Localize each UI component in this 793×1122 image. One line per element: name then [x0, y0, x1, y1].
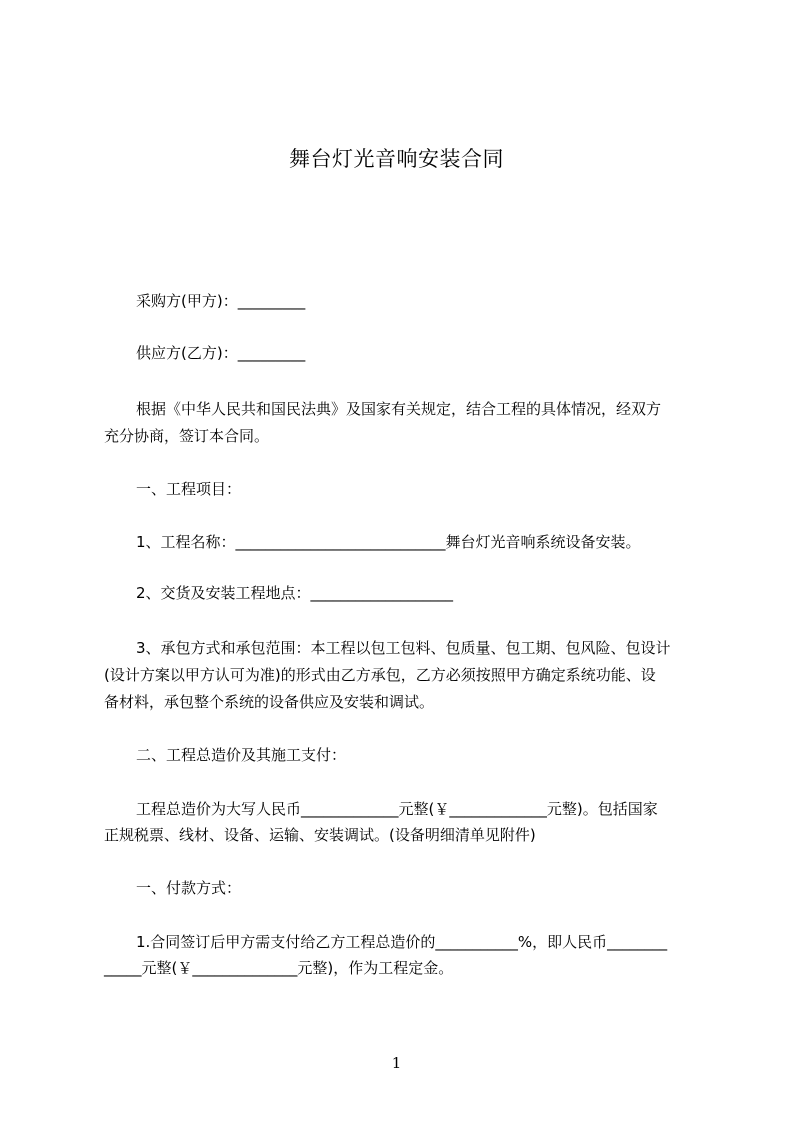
preamble-line-1: 根据《中华人民共和国民法典》及国家有关规定，结合工程的具体情况，经双方 [136, 400, 662, 418]
payment-heading: 一、付款方式： [136, 879, 242, 897]
page-number: 1 [391, 1054, 402, 1072]
payment-item-1-line-2: _____元整(￥______________元整)，作为工程定金。 [104, 959, 454, 977]
buyer-party-line: 采购方(甲方)：_________ [136, 292, 306, 310]
delivery-location-line: 2、交货及安装工程地点：___________________ [136, 584, 454, 602]
contract-scope-line-2: (设计方案以甲方认可为准)的形式由乙方承包，乙方必须按照甲方确定系统功能、设 [104, 666, 656, 684]
contract-title: 舞台灯光音响安装合同 [289, 147, 504, 171]
payment-item-1-line-1: 1.合同签订后甲方需支付给乙方工程总造价的___________%，即人民币________ [136, 933, 668, 951]
contract-scope-line-3: 备材料，承包整个系统的设备供应及安装和调试。 [104, 693, 435, 711]
total-price-line-2: 正规税票、线材、设备、运输、安装调试。(设备明细清单见附件) [104, 826, 536, 844]
section-2-heading: 二、工程总造价及其施工支付： [136, 746, 347, 764]
contract-scope-line-1: 3、承包方式和承包范围：本工程以包工包料、包质量、包工期、包风险、包设计 [136, 639, 671, 657]
project-name-line: 1、工程名称：____________________________舞台灯光音响系统设备安装。 [136, 533, 641, 551]
preamble-line-2: 充分协商，签订本合同。 [104, 427, 270, 445]
supplier-party-line: 供应方(乙方)：_________ [136, 344, 306, 362]
total-price-line-1: 工程总造价为大写人民币_____________元整(￥_____________元整)。包括国家 [136, 800, 658, 818]
section-1-heading: 一、工程项目： [136, 480, 242, 498]
